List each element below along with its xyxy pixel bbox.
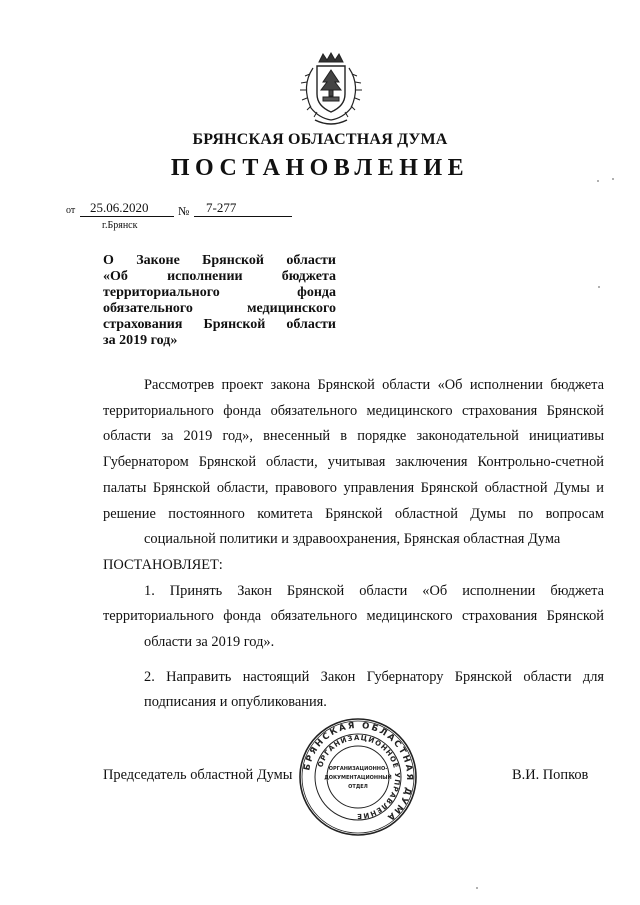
body-paragraph-tail: социальной политики и здравоохранения, Брянская областная Дума — [144, 531, 561, 548]
resolution-item-text: 1. Принять Закон Брянской области «Об исполнении бюджета территориального фонда обязательного медицинского страхования Брянской — [103, 582, 604, 625]
stamp-middle-text: ОРГАНИЗАЦИОННОЕ УПРАВЛЕНИЕ — [316, 733, 402, 821]
document-city: г.Брянск — [102, 220, 138, 231]
organization-title: БРЯНСКАЯ ОБЛАСТНАЯ ДУМА — [192, 131, 448, 148]
resolution-item-text: 2. Направить настоящий Закон Губернатору Брянской области для — [144, 668, 604, 685]
scan-speck — [476, 887, 478, 889]
resolution-item-tail: области за 2019 год». — [144, 634, 275, 651]
subject-line: обязательного медицинского — [103, 301, 336, 316]
subject-line: за 2019 год» — [103, 333, 178, 348]
signatory-position: Председатель областной Думы — [103, 767, 293, 783]
official-stamp — [298, 717, 418, 837]
document-number: 7-277 — [206, 200, 237, 215]
scan-speck — [598, 286, 600, 288]
signatory-name: В.И. Попков — [512, 767, 589, 783]
resolution-item-tail: подписания и опубликования. — [144, 694, 327, 711]
document-type-heading: ПОСТАНОВЛЕНИЕ — [170, 155, 470, 181]
document-subject — [103, 253, 336, 349]
coat-of-arms-emblem — [293, 52, 369, 130]
subject-line: территориального фонда — [103, 285, 336, 300]
document-body — [103, 373, 604, 716]
scan-speck — [612, 178, 614, 180]
body-paragraph — [103, 373, 604, 553]
body-paragraph-text: Рассмотрев проект закона Брянской области «Об исполнении бюджета территориального фонда обязательного медицинского страхования Брянской области за 2019 год», внесенный в порядке законодательной инициативы Губернатором Брянской области, учитывая заключения Контрольно-счетной палаты Брянской области, правового управления Брянской областной Думы и решение постоянного комитета Брянской областной Думы по вопросам — [103, 377, 604, 522]
resolution-item-2 — [103, 665, 604, 716]
subject-line: страхования Брянской области — [103, 317, 336, 332]
resolution-item-1 — [103, 579, 604, 656]
stamp-outer-text: БРЯНСКАЯ ОБЛАСТНАЯ ДУМА — [302, 720, 415, 824]
stamp-center-line: ДОКУМЕНТАЦИОННЫЙ — [324, 775, 392, 781]
document-meta — [66, 200, 326, 234]
resolves-label: ПОСТАНОВЛЯЕТ: — [103, 556, 223, 573]
subject-line: О Законе Брянской области — [103, 253, 336, 268]
date-prefix: от — [66, 205, 76, 216]
document-date: 25.06.2020 — [90, 200, 149, 215]
stamp-center-line: ОТДЕЛ — [348, 784, 368, 790]
scan-speck — [597, 180, 599, 182]
number-underline — [194, 216, 292, 217]
stamp-center-line: ОРГАНИЗАЦИОННО- — [328, 766, 388, 772]
date-underline — [80, 216, 174, 217]
number-prefix: № — [178, 204, 190, 218]
subject-line: «Об исполнении бюджета — [103, 269, 336, 284]
